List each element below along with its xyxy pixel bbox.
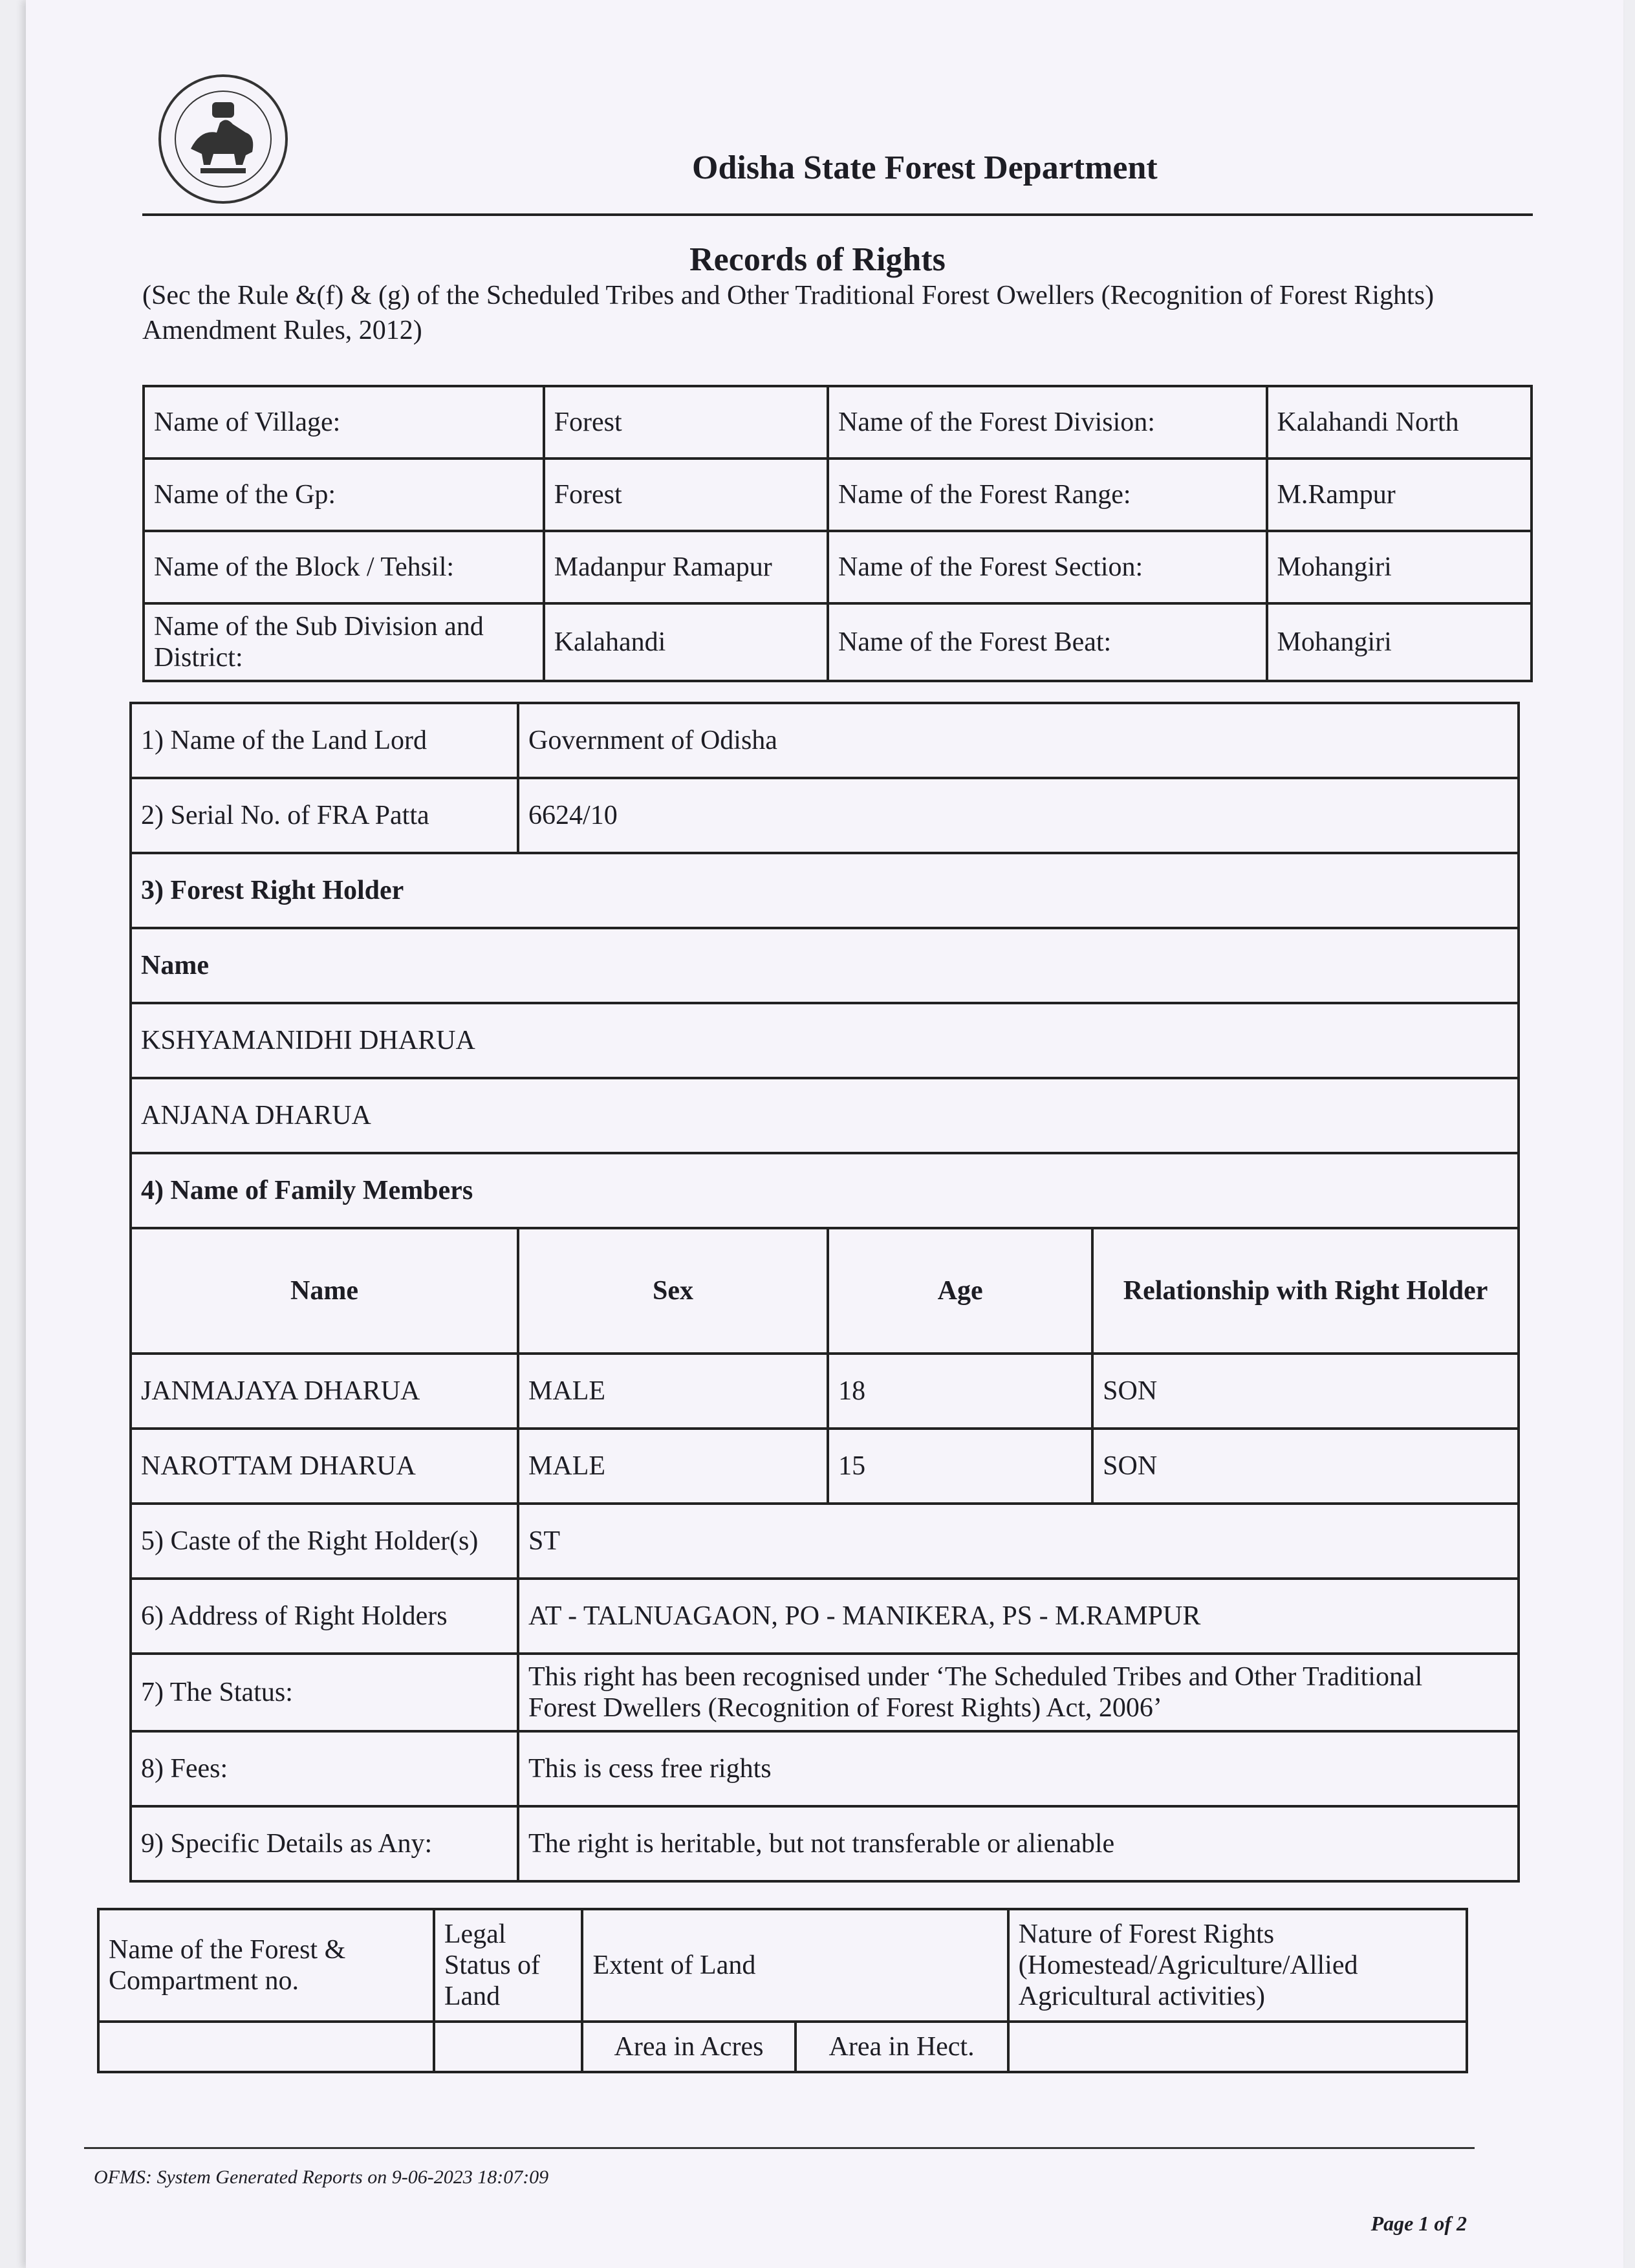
location-table [142,385,1533,682]
table-row [131,1153,1519,1228]
family-member-name: NAROTTAM DHARUA [131,1429,518,1504]
table-row [131,853,1519,928]
specific-label: 9) Specific Details as Any: [131,1806,518,1881]
status-line-1: This right has been recognised under ‘The Scheduled Tribes and Other Traditional [528,1662,1423,1692]
record-table [129,702,1520,1883]
landlord-label: 1) Name of the Land Lord [131,703,518,778]
block-value: Madanpur Ramapur [544,531,828,603]
table-row [144,386,1532,459]
serial-value: 6624/10 [518,778,1519,853]
family-col-age: Age [828,1228,1092,1354]
area-acres-label: Area in Acres [582,2022,795,2072]
table-row [144,603,1532,681]
document-subtitle: (Sec the Rule &(f) & (g) of the Scheduled Tribes and Other Traditional Forest Owellers (Recognition of Forest Rights) Amendment Rules, 2012) [142,281,1435,345]
status-value [518,1654,1519,1731]
table-row [131,1078,1519,1153]
family-member-sex: MALE [518,1429,828,1504]
table-row [131,703,1519,778]
range-value: M.Rampur [1267,459,1532,531]
family-member-sex: MALE [518,1354,828,1429]
table-row [131,1504,1519,1579]
table-row [144,531,1532,603]
subdivision-label: Name of the Sub Division and District: [144,603,544,681]
table-row [131,1654,1519,1731]
legal-status-value [434,2022,583,2072]
table-row [131,1354,1519,1429]
holder-name-heading: Name [131,928,1519,1003]
status-label: 7) The Status: [131,1654,518,1731]
village-value: Forest [544,386,828,459]
holder-name: ANJANA DHARUA [131,1078,1519,1153]
family-heading: 4) Name of Family Members [131,1153,1519,1228]
landlord-value: Government of Odisha [518,703,1519,778]
page-number: Page 1 of 2 [1370,2212,1467,2235]
extent-label: Extent of Land [582,1909,1008,2022]
area-hect-label: Area in Hect. [796,2022,1008,2072]
table-row [131,1731,1519,1806]
table-row [98,2022,1467,2072]
nature-label: Nature of Forest Rights (Homestead/Agriculture/Allied Agricultural activities) [1008,1909,1467,2022]
gp-value: Forest [544,459,828,531]
gp-label: Name of the Gp: [144,459,544,531]
range-label: Name of the Forest Range: [828,459,1267,531]
family-member-age: 15 [828,1429,1092,1504]
header-divider [142,213,1533,216]
address-label: 6) Address of Right Holders [131,1579,518,1654]
holder-heading: 3) Forest Right Holder [131,853,1519,928]
footer-divider [84,2147,1475,2149]
village-label: Name of Village: [144,386,544,459]
document-title: Records of Rights [689,241,946,278]
table-row [131,1579,1519,1654]
nature-value [1008,2022,1467,2072]
table-row [144,459,1532,531]
beat-label: Name of the Forest Beat: [828,603,1267,681]
section-value: Mohangiri [1267,531,1532,603]
table-row [131,1429,1519,1504]
table-row [98,1909,1467,2022]
division-value: Kalahandi North [1267,386,1532,459]
family-member-name: JANMAJAYA DHARUA [131,1354,518,1429]
family-col-sex: Sex [518,1228,828,1354]
address-value: AT - TALNUAGAON, PO - MANIKERA, PS - M.RAMPUR [518,1579,1519,1654]
caste-label: 5) Caste of the Right Holder(s) [131,1504,518,1579]
beat-value: Mohangiri [1267,603,1532,681]
family-member-age: 18 [828,1354,1092,1429]
table-row [131,778,1519,853]
fees-label: 8) Fees: [131,1731,518,1806]
fees-value: This is cess free rights [518,1731,1519,1806]
caste-value: ST [518,1504,1519,1579]
table-row [131,1003,1519,1078]
section-label: Name of the Forest Section: [828,531,1267,603]
status-line-2: Forest Dwellers (Recognition of Forest Rights) Act, 2006’ [528,1693,1162,1723]
compartment-label: Name of the Forest & Compartment no. [98,1909,434,2022]
table-row [131,1806,1519,1881]
family-member-relation: SON [1092,1429,1519,1504]
generated-note: OFMS: System Generated Reports on 9-06-2023 18:07:09 [94,2166,549,2188]
division-label: Name of the Forest Division: [828,386,1267,459]
family-col-name: Name [131,1228,518,1354]
land-table [97,1908,1468,2073]
subdivision-value: Kalahandi [544,603,828,681]
specific-value: The right is heritable, but not transferable or alienable [518,1806,1519,1881]
compartment-value [98,2022,434,2072]
family-header-row [131,1228,1519,1354]
odisha-emblem-seal-icon [155,71,291,207]
family-member-relation: SON [1092,1354,1519,1429]
department-title: Odisha State Forest Department [692,149,1158,186]
family-col-relation: Relationship with Right Holder [1092,1228,1519,1354]
serial-label: 2) Serial No. of FRA Patta [131,778,518,853]
table-row [131,928,1519,1003]
legal-status-label: Legal Status of Land [434,1909,583,2022]
block-label: Name of the Block / Tehsil: [144,531,544,603]
holder-name: KSHYAMANIDHI DHARUA [131,1003,1519,1078]
